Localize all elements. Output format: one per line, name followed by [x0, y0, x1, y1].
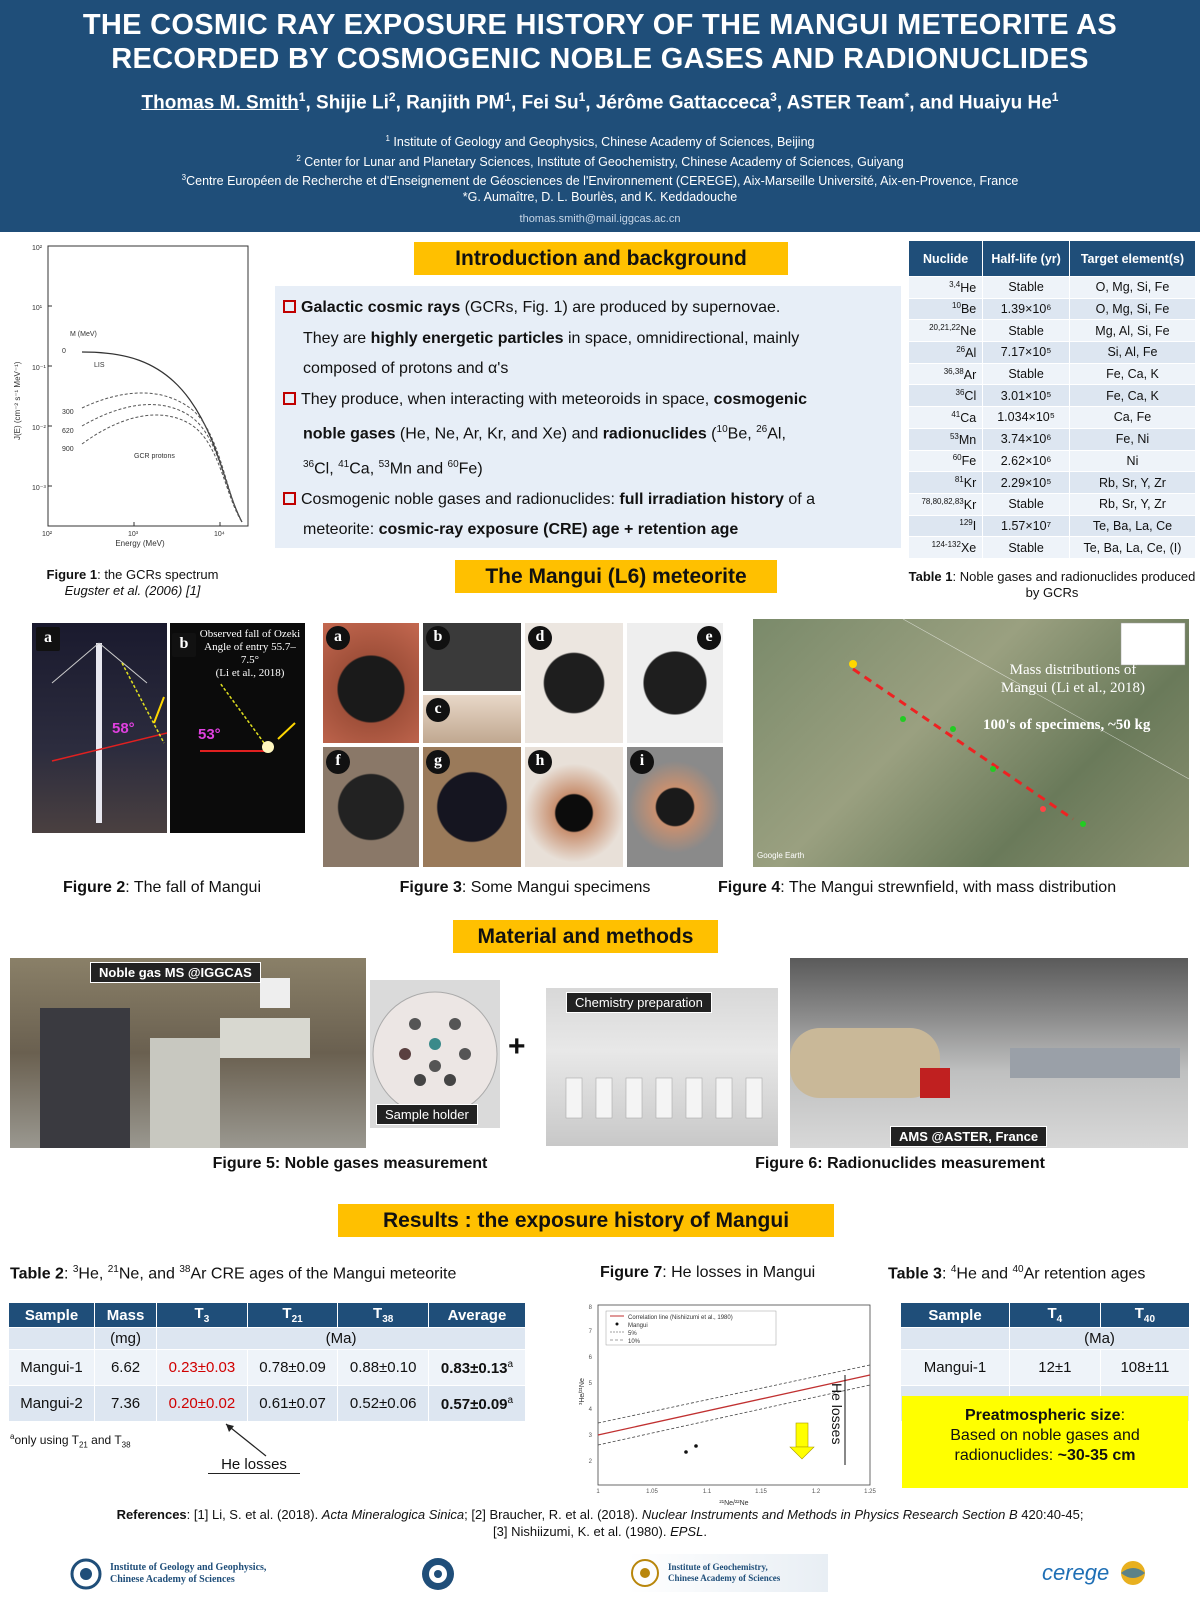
- figure-2-caption: Figure 2: The fall of Mangui: [62, 879, 261, 896]
- fig7-x-tick: 1: [596, 1489, 600, 1495]
- preatmospheric-size-box: Preatmospheric size: Based on noble gases and radionuclides: ~30-35 cm: [902, 1396, 1188, 1488]
- fig7-legend-item: Mangui: [628, 1323, 648, 1329]
- contact-email[interactable]: thomas.smith@mail.iggcas.ac.cn: [519, 213, 681, 225]
- specimen-photo: d: [525, 623, 623, 743]
- strewnfield-drawing: [753, 619, 1189, 867]
- table-row: $^{124-132}$Xe Stable Te, Ba, La, Ce, (I): [909, 537, 1196, 559]
- fig7-y-tick: 4: [588, 1407, 592, 1413]
- section-methods-title: Material and methods: [453, 920, 718, 953]
- figure-4-caption: Figure 4: The Mangui strewnfield, with mass distribution: [718, 879, 1117, 896]
- svg-text:10⁻²: 10⁻²: [32, 425, 46, 432]
- fig7-y-tick: 7: [588, 1329, 592, 1335]
- section-intro-title: Introduction and background: [414, 242, 788, 275]
- svg-text:10¹: 10¹: [32, 305, 43, 312]
- lab-instrument-drawing: [10, 958, 366, 1148]
- fig7-mangui-point: [694, 1444, 698, 1448]
- figure-5-ms-photo: [10, 958, 366, 1148]
- map-specimens-note: 100's of specimens, ~50 kg: [983, 717, 1151, 733]
- figure-2a-photo: [32, 623, 167, 833]
- table-1-header: Half-life (yr): [983, 241, 1070, 277]
- author: Fei Su: [521, 92, 579, 114]
- author: Ranjith PM: [406, 92, 505, 114]
- table-3-title: Table 3: $^4$He and $^{40}$Ar retention ages: [888, 1264, 1146, 1283]
- table-row: $^{26}$Al 7.17×10⁵ Si, Al, Fe: [909, 342, 1196, 364]
- specimen-photo: i: [627, 747, 723, 867]
- figure-6-caption: Figure 6: Radionuclides measurement: [755, 1155, 1045, 1172]
- table-2-title: Table 2: $^3$He, $^{21}$Ne, and $^{38}$Ar CRE ages of the Mangui meteorite: [10, 1264, 457, 1283]
- map-annotation: Mass distributions of Mangui (Li et al., 2018): [1000, 662, 1146, 696]
- he-losses-arrow: [220, 1420, 280, 1460]
- intro-bullet-2: They produce, when interacting with meteoroids in space, cosmogenic: [283, 385, 893, 416]
- fig1-curve-label: 900: [62, 446, 74, 453]
- table-row: $^{81}$Kr 2.29×10⁵ Rb, Sr, Y, Zr: [909, 472, 1196, 494]
- author: Jérôme Gattacceca: [595, 92, 771, 114]
- table-1-header: Nuclide: [909, 241, 983, 277]
- svg-text:10²: 10²: [42, 531, 53, 538]
- fig1-gcr-label: GCR protons: [134, 453, 175, 460]
- table-2-footnote: $^a$only using $T_{21}$ and $T_{38}$: [10, 1432, 131, 1450]
- specimen-photo: b: [423, 623, 521, 691]
- intro-box: Galactic cosmic rays (GCRs, Fig. 1) are produced by supernovae. They are highly energetic particles in space, omnidirectional, mainly composed of protons and α's They produce, when interacting with meteoroids in space, cosmogenic noble gases (He, Ne, Ar, Kr, and Xe) and radionuclides ($^{10}$Be, $^{26}$Al, $^{36}$Cl, $^{41}$Ca, $^{53}$Mn and $^{60}$Fe) Cosmogenic noble gases and radionuclides: full irradiation history of a meteorite: cosmic-ray exposure (CRE) age + retention age: [275, 286, 901, 548]
- plus-sign: +: [508, 1030, 526, 1063]
- photo-label-b: b: [172, 633, 196, 657]
- author: Shijie Li: [316, 92, 389, 114]
- fig7-y-tick: 3: [588, 1433, 592, 1439]
- fig1-curve-label: 0: [62, 348, 66, 355]
- specimen-photo: c: [423, 695, 521, 743]
- tag-sample-holder: Sample holder: [376, 1104, 478, 1125]
- figure-2b-photo: [170, 623, 305, 833]
- figure-3-specimens: [323, 623, 723, 867]
- figure-6-chem-photo: [546, 988, 778, 1146]
- fig7-mangui-point: [684, 1450, 688, 1454]
- table-2-cre-ages: Sample Mass $T_3$ $T_{21}$ $T_{38}$ Average (mg) (Ma) Mangui-1 6.62 0.23±0.03 0.78±0.09 0.88±0.10 0.83±0.13$^a$ Mangui-2 7.36 0.20±0.02 0.61±0.07 0.52±0.06 0.57±0.09$^a$: [8, 1302, 526, 1422]
- fig7-legend-item: Correlation line (Nishiizumi et al., 1980): [628, 1315, 733, 1321]
- fig7-y-tick: 8: [588, 1305, 592, 1311]
- igcas-emblem-icon: [630, 1558, 660, 1588]
- tag-noble-gas-ms: Noble gas MS @IGGCAS: [90, 962, 261, 983]
- poster-header: [0, 0, 1200, 232]
- angle-53-label: 53°: [198, 726, 221, 743]
- specimen-photo: f: [323, 747, 419, 867]
- table-row: $^{36}$Cl 3.01×10⁵ Fe, Ca, K: [909, 385, 1196, 407]
- fig7-y-tick: 5: [588, 1381, 592, 1387]
- fig1-curve-label: 620: [62, 428, 74, 435]
- table-1-header: Target element(s): [1069, 241, 1195, 277]
- table-3-retention-ages: Sample $T_4$ $T_{40}$ (Ma) Mangui-1 12±1 108±11: [900, 1302, 1190, 1422]
- fall-photo-drawing: [32, 623, 167, 833]
- specimen-photo: a: [323, 623, 419, 743]
- specimen-photo: h: [525, 747, 623, 867]
- table-row: $^{36,38}$Ar Stable Fe, Ca, K: [909, 363, 1196, 385]
- figure-6-ams-photo: [790, 958, 1188, 1148]
- fig7-y-tick: 2: [588, 1459, 592, 1465]
- fig1-legend-title: M (MeV): [70, 331, 97, 338]
- angle-58-label: 58°: [112, 720, 135, 737]
- photo-label-a: a: [36, 627, 60, 651]
- specimen-photo: e: [627, 623, 723, 743]
- fig7-x-tick: 1.15: [755, 1489, 767, 1495]
- author: Thomas M. Smith: [141, 92, 299, 114]
- bullet-square-icon: [283, 300, 296, 313]
- figure-5-holder-photo: [370, 980, 500, 1128]
- logo-cerege: cerege: [1042, 1560, 1110, 1585]
- affiliations: $^1$ Institute of Geology and Geophysics, Chinese Academy of Sciences, Beijing $^2$ Center for Lunar and Planetary Sciences, Institute of Geochemistry, Chinese Academy of Sciences, Guiyang $^3$Centre Européen de Recherche et d'Enseignement de Géosciences de l'Environnement (CEREGE), Aix-Marseille Université, Aix-en-Provence, France *G. Aumaître, D. L. Bourlès, and K. Keddadouche: [181, 134, 1019, 204]
- he-losses-label: He losses: [208, 1456, 300, 1474]
- table-1-nuclides: [908, 240, 1196, 559]
- table-row: $^{53}$Mn 3.74×10⁶ Fe, Ni: [909, 428, 1196, 450]
- figure-3-caption: Figure 3: Some Mangui specimens: [399, 879, 651, 896]
- fig7-xlabel: ²¹Ne/²²Ne: [719, 1500, 749, 1507]
- gcr-spectrum-plot: [10, 240, 255, 550]
- tag-chemistry: Chemistry preparation: [566, 992, 712, 1013]
- table-row: $^{78,80,82,83}$Kr Stable Rb, Sr, Y, Zr: [909, 493, 1196, 515]
- fig1-xlabel: Energy (MeV): [115, 539, 165, 548]
- fig1-ylabel: J(E) (cm⁻² s⁻¹ MeV⁻¹): [13, 361, 22, 440]
- tag-ams-aster: AMS @ASTER, France: [890, 1126, 1047, 1147]
- figure-1-caption: Figure 1: the GCRs spectrum Eugster et al. (2006) [1]: [46, 567, 219, 598]
- intro-bullet-1: Galactic cosmic rays (GCRs, Fig. 1) are produced by supernovae.: [283, 293, 893, 324]
- figure-7-plot: [570, 1295, 880, 1515]
- section-results-title: Results : the exposure history of Mangui: [338, 1204, 834, 1237]
- table-row: $^{20,21,22}$Ne Stable Mg, Al, Si, Fe: [909, 320, 1196, 342]
- figure-1-gcr-spectrum: [10, 240, 255, 550]
- table-row: $^{129}$I 1.57×10⁷ Te, Ba, La, Ce: [909, 515, 1196, 537]
- bullet-square-icon: [283, 492, 296, 505]
- fig7-ylabel: ³He/²¹Ne: [579, 1378, 586, 1405]
- fig7-x-tick: 1.25: [864, 1489, 876, 1495]
- logo-iggcas: Institute of Geology and Geophysics, Chinese Academy of Sciences: [70, 1556, 310, 1592]
- cerege-globe-icon: [1118, 1558, 1148, 1588]
- table-row: Mangui-1 6.62 0.23±0.03 0.78±0.09 0.88±0.10 0.83±0.13$^a$: [9, 1350, 526, 1386]
- author: ASTER Team: [786, 92, 905, 114]
- bullet-square-icon: [283, 392, 296, 405]
- author-list: Thomas M. Smith$^1$, Shijie Li$^2$, Ranjith $PM^1$, Fei Su$^1$, Jérôme Gattacceca$^3$, ASTER Team*, and Huaiyu He$^1$: [141, 90, 1059, 114]
- table-row: Mangui-2 7.36 0.20±0.02 0.61±0.07 0.52±0.06 0.57±0.09$^a$: [9, 1386, 526, 1422]
- table-row: $^{41}$Ca 1.034×10⁵ Ca, Fe: [909, 407, 1196, 429]
- map-credit: Google Earth: [757, 851, 805, 860]
- fig7-legend-item: 5%: [628, 1331, 637, 1337]
- table-row: $^{10}$Be 1.39×10⁶ O, Mg, Si, Fe: [909, 298, 1196, 320]
- fig7-legend-item: 10%: [628, 1339, 641, 1345]
- fig1-curve-label: 300: [62, 409, 74, 416]
- table-1-caption: Table 1: Noble gases and radionuclides produced by GCRs: [908, 569, 1196, 600]
- fig7-he-losses-label: He losses: [829, 1383, 845, 1445]
- logo-igcas: Institute of Geochemistry, Chinese Academy of Sciences: [628, 1554, 828, 1592]
- fig7-x-tick: 1.2: [811, 1489, 821, 1495]
- poster-title: THE COSMIC RAY EXPOSURE HISTORY OF THE MANGUI METEORITE AS RECORDED BY COSMOGENIC NOBLE GASES AND RADIONUCLIDES: [82, 9, 1118, 75]
- fall-annotation: Observed fall of Ozeki Angle of entry 55.7–7.5° (Li et al., 2018): [199, 628, 301, 679]
- cas-emblem-icon: [420, 1556, 456, 1592]
- svg-text:10⁴: 10⁴: [214, 531, 225, 538]
- specimen-photo: g: [423, 747, 521, 867]
- fig7-x-tick: 1.1: [702, 1489, 712, 1495]
- svg-text:10³: 10³: [128, 531, 139, 538]
- table-row: Mangui-1 12±1 108±11: [901, 1350, 1190, 1386]
- svg-text:10⁻¹: 10⁻¹: [32, 365, 46, 372]
- table-row: $^{60}$Fe 2.62×10⁶ Ni: [909, 450, 1196, 472]
- svg-text:10²: 10²: [32, 245, 43, 252]
- fig7-y-tick: 6: [588, 1355, 592, 1361]
- figure-7-title: Figure 7: He losses in Mangui: [600, 1264, 816, 1281]
- iggcas-emblem-icon: [70, 1558, 102, 1590]
- author: Huaiyu He: [958, 92, 1052, 114]
- references: References: [1] Li, S. et al. (2018). Acta Mineralogica Sinica; [2] Braucher, R. et al. (2018). Nuclear Instruments and Methods in Physics Research Section B 420:40-45; [3] Nishiizumi, K. et al. (1980). EPSL.: [116, 1507, 1084, 1539]
- figure-5-caption: Figure 5: Noble gases measurement: [212, 1155, 488, 1172]
- section-mangui-title: The Mangui (L6) meteorite: [455, 560, 777, 593]
- figure-4-strewnfield-map: [753, 619, 1189, 867]
- fig7-x-tick: 1.05: [646, 1489, 658, 1495]
- intro-bullet-3: Cosmogenic noble gases and radionuclides: full irradiation history of a: [283, 485, 893, 516]
- fig1-lis-label: LIS: [94, 362, 105, 369]
- table-row: $^{3,4}$He Stable O, Mg, Si, Fe: [909, 277, 1196, 299]
- ams-drawing: [790, 958, 1188, 1148]
- svg-text:10⁻³: 10⁻³: [32, 485, 46, 492]
